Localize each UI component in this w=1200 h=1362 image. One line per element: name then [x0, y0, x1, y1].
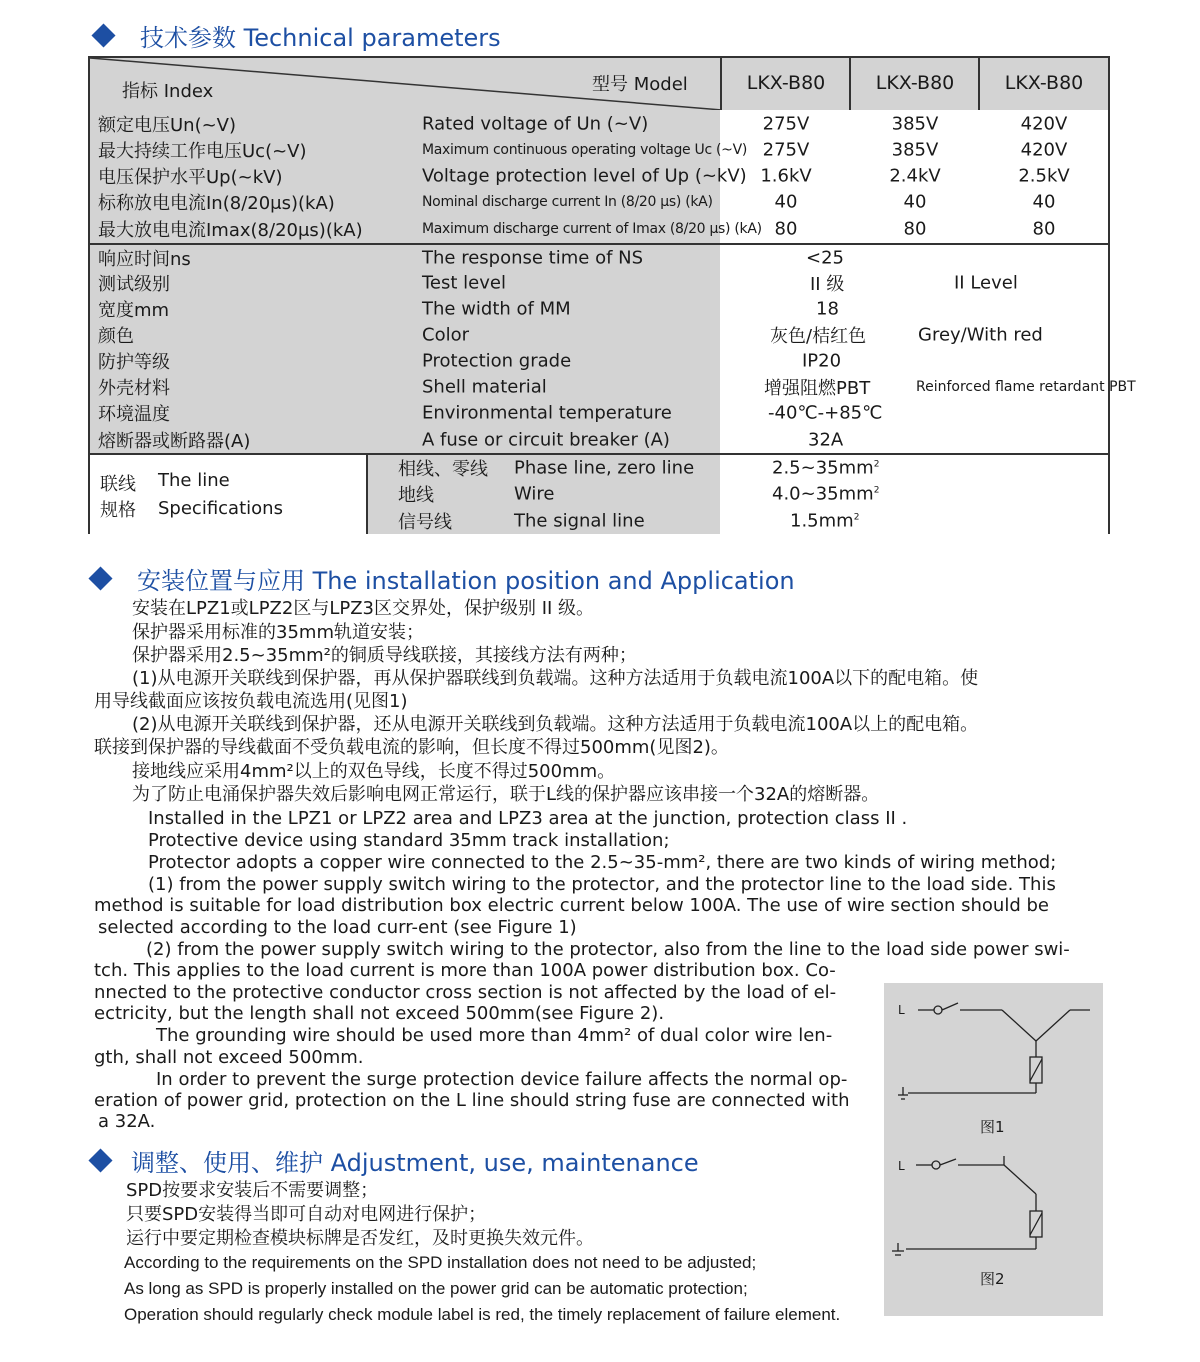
paragraph-line: 保护器采用2.5~35mm²的铜质导线联接，其接线方法有两种；	[132, 645, 637, 666]
table-row	[90, 189, 1108, 216]
row-label-en: A fuse or circuit breaker (A)	[422, 429, 670, 450]
table-row	[90, 322, 1108, 349]
cell-value: <25	[806, 247, 844, 268]
row-label-zh: 最大持续工作电压Uc(~V)	[98, 141, 307, 162]
cell-value: 420V	[1020, 113, 1068, 134]
cell-value: 80	[903, 218, 927, 240]
wiring-value-text: 1.5mm	[790, 510, 854, 531]
row-label-zh: 测试级别	[98, 274, 170, 295]
wiring-label-zh: 地线	[398, 485, 434, 506]
row-label-zh: 宽度mm	[98, 300, 170, 321]
row-label-en: Voltage protection level of Up (~kV)	[422, 165, 747, 187]
table-row	[90, 270, 1108, 297]
table-row	[90, 137, 1108, 164]
row-label-zh: 外壳材料	[98, 378, 170, 399]
fig1-label: 图1	[980, 1118, 1005, 1136]
cell-value: 2.5kV	[1018, 165, 1070, 187]
row-label-en: Color	[422, 324, 469, 346]
row-label-en: The response time of NS	[422, 247, 644, 268]
cell-value: 40	[903, 191, 927, 213]
cell-value: 增强阻燃PBT	[764, 378, 871, 399]
paragraph-line: 保护器采用标准的35mm轨道安装；	[132, 622, 424, 643]
header-model-label: 型号 Model	[592, 74, 688, 95]
paragraph-line: eration of power grid, protection on the L line should string fuse are connected with	[94, 1090, 850, 1111]
cell-value: 1.6kV	[760, 165, 812, 187]
cell-value: 275V	[762, 113, 810, 134]
paragraph-line: (2)从电源开关联线到保护器，还从电源开关联线到负载端。这种方法适用于负载电流100A以上的配电箱。	[132, 714, 979, 735]
paragraph-line: Installed in the LPZ1 or LPZ2 area and LPZ3 area at the junction, protection class II .	[148, 808, 908, 829]
diamond-bullet-icon	[88, 1148, 112, 1172]
spec-table	[88, 56, 1136, 534]
cell-value: 80	[774, 218, 798, 240]
section-title-install	[92, 561, 795, 596]
table-row	[90, 215, 1108, 245]
superscript: 2	[853, 512, 860, 522]
paragraph-line: The grounding wire should be used more than 4mm² of dual color wire len-	[156, 1025, 833, 1046]
paragraph-line: a 32A.	[98, 1111, 156, 1132]
table-row	[90, 400, 1108, 427]
wiring-value	[790, 510, 859, 531]
wiring-group-en-1: The line	[158, 470, 230, 491]
superscript: 2	[873, 485, 880, 496]
cell-value: 420V	[1020, 139, 1068, 161]
wiring-row	[368, 507, 1108, 534]
cell-value-en: II Level	[954, 272, 1018, 294]
diamond-bullet-icon	[88, 566, 112, 590]
cell-value: 385V	[891, 139, 939, 161]
wiring-label-en: Wire	[514, 483, 555, 505]
cell-value: 2.4kV	[889, 165, 941, 187]
table-row	[90, 374, 1136, 401]
header-index-label: 指标 Index	[122, 81, 214, 102]
row-label-en: Environmental temperature	[422, 402, 672, 424]
fig1-line-label: L	[898, 1003, 905, 1017]
row-label-en: Maximum discharge current of Imax (8/20 μs) (kA)	[422, 221, 762, 237]
row-label-en: Rated voltage of Un (~V)	[422, 113, 649, 134]
table-row	[90, 163, 1108, 190]
fig2-line-label: L	[898, 1159, 905, 1173]
wiring-value	[772, 484, 879, 505]
wiring-figures-panel	[884, 983, 1103, 1316]
cell-value: 40	[774, 191, 798, 213]
paragraph-line: gth, shall not exceed 500mm.	[94, 1047, 364, 1068]
section-title-text: 调整、使用、维护 Adjustment, use, maintenance	[131, 1149, 699, 1177]
table-row	[90, 348, 1108, 375]
row-label-zh: 额定电压Un(~V)	[98, 114, 237, 136]
wiring-group-cell	[90, 455, 368, 534]
paragraph-line: nnected to the protective conductor cross section is not affected by the load of el-	[94, 982, 837, 1003]
cell-value: 32A	[808, 429, 844, 450]
paragraph-line: SPD按要求安装后不需要调整；	[126, 1180, 379, 1201]
diamond-bullet-icon	[91, 23, 115, 47]
row-label-zh: 标称放电电流In(8/20μs)(kA)	[98, 193, 335, 214]
row-label-en: The width of MM	[422, 298, 571, 320]
wiring-label-zh: 相线、零线	[398, 459, 488, 480]
paragraph-line: 只要SPD安装得当即可自动对电网进行保护；	[126, 1204, 487, 1225]
paragraph-line: 为了防止电涌保护器失效后影响电网正常运行，联于L线的保护器应该串接一个32A的熔断器。	[132, 784, 880, 805]
wiring-value	[772, 458, 879, 479]
header-model-3: LKX-B80	[1004, 72, 1084, 94]
row-label-zh: 最大放电电流Imax(8/20μs)(kA)	[98, 220, 363, 241]
cell-value: 80	[1032, 218, 1056, 240]
paragraph-line: As long as SPD is properly installed on the power grid can be automatic protection;	[124, 1279, 748, 1298]
wiring-label-zh: 信号线	[398, 511, 452, 533]
wiring-group-zh-2: 规格	[100, 500, 136, 521]
wiring-group-en-2: Specifications	[158, 498, 283, 519]
paragraph-line: 用导线截面应该按负载电流选用(见图1)	[94, 691, 408, 712]
section-title-text: 技术参数 Technical parameters	[140, 24, 501, 52]
table-row	[90, 110, 1108, 138]
row-label-en: Test level	[422, 272, 506, 294]
paragraph-line: 接地线应采用4mm²以上的双色导线，长度不得过500mm。	[132, 761, 616, 782]
cell-value: IP20	[802, 350, 842, 372]
row-label-zh: 颜色	[98, 326, 134, 347]
cell-value-en: Grey/With red	[918, 324, 1043, 346]
paragraph-line: selected according to the load curr-ent (see Figure 1)	[98, 917, 577, 938]
wiring-value-text: 4.0~35mm	[772, 483, 874, 505]
cell-value-en: Reinforced flame retardant PBT	[916, 379, 1136, 395]
paragraph-line: (1) from the power supply switch wiring to the protector, and the protector line to the load side. This	[148, 874, 1056, 895]
wiring-label-en: The signal line	[514, 510, 645, 531]
table-row	[90, 296, 1108, 323]
cell-value: 40	[1032, 191, 1056, 213]
cell-value: 385V	[891, 113, 939, 134]
header-model-2: LKX-B80	[875, 72, 955, 94]
row-label-en: Maximum continuous operating voltage Uc (~V)	[422, 142, 748, 158]
wiring-diagram-svg	[884, 983, 1103, 1316]
paragraph-line: ectricity, but the length shall not exceed 500mm(see Figure 2).	[94, 1003, 665, 1024]
table-row	[90, 245, 1108, 271]
cell-value: 275V	[762, 139, 810, 161]
section-title-adjust	[92, 1143, 699, 1178]
table-header	[90, 58, 1108, 112]
superscript: 2	[873, 459, 880, 470]
row-label-en: Shell material	[422, 376, 547, 398]
table-row	[90, 426, 1108, 455]
paragraph-line: (2) from the power supply switch wiring to the protector, also from the line to the load side power swi-	[146, 939, 1070, 960]
cell-value: 18	[816, 298, 839, 320]
row-label-en: Protection grade	[422, 350, 572, 372]
paragraph-line: tch. This applies to the load current is more than 100A power distribution box. Co-	[94, 960, 836, 981]
cell-value: -40℃-+85℃	[768, 402, 883, 424]
wiring-row	[368, 481, 1108, 508]
paragraph-line: method is suitable for load distribution box electric current below 100A. The use of wire section should be	[94, 895, 1049, 916]
wiring-label-en: Phase line, zero line	[514, 457, 695, 479]
paragraph-line: Protector adopts a copper wire connected to the 2.5~35-mm², there are two kinds of wiring method;	[148, 852, 1057, 873]
figure-1-diagram	[898, 1003, 1090, 1099]
header-model-1: LKX-B80	[746, 72, 826, 94]
paragraph-line: According to the requirements on the SPD installation does not need to be adjusted;	[124, 1253, 757, 1272]
cell-value: 灰色/桔红色	[770, 326, 867, 347]
paragraph-line: 安装在LPZ1或LPZ2区与LPZ3区交界处，保护级别 II 级。	[132, 598, 595, 619]
fig2-label: 图2	[980, 1270, 1005, 1288]
wiring-row	[368, 455, 1108, 482]
paragraph-line: Operation should regularly check module label is red, the timely replacement of failure element.	[124, 1305, 841, 1324]
section-title-technical	[95, 18, 501, 53]
paragraph-line: In order to prevent the surge protection device failure affects the normal op-	[156, 1069, 848, 1090]
wiring-value-text: 2.5~35mm	[772, 457, 874, 479]
paragraph-line: Protective device using standard 35mm track installation;	[148, 830, 670, 851]
paragraph-line: (1)从电源开关联线到保护器，再从保护器联线到负载端。这种方法适用于负载电流100A以下的配电箱。使	[132, 668, 979, 689]
paragraph-line: 联接到保护器的导线截面不受负载电流的影响，但长度不得过500mm(见图2)。	[94, 737, 729, 758]
paragraph-line: 运行中要定期检查模块标牌是否发红，及时更换失效元件。	[126, 1228, 594, 1249]
section-title-text: 安装位置与应用 The installation position and Application	[137, 567, 795, 595]
cell-value: II 级	[810, 274, 845, 295]
wiring-group-zh-1: 联线	[100, 474, 136, 495]
row-label-en: Nominal discharge current In (8/20 μs) (kA)	[422, 194, 713, 210]
figure-2-diagram	[892, 1156, 1042, 1255]
row-label-zh: 环境温度	[98, 404, 170, 425]
row-label-zh: 防护等级	[98, 352, 170, 373]
row-label-zh: 熔断器或断路器(A)	[98, 430, 251, 452]
row-label-zh: 电压保护水平Up(~kV)	[98, 167, 283, 188]
row-label-zh: 响应时间ns	[98, 248, 191, 270]
